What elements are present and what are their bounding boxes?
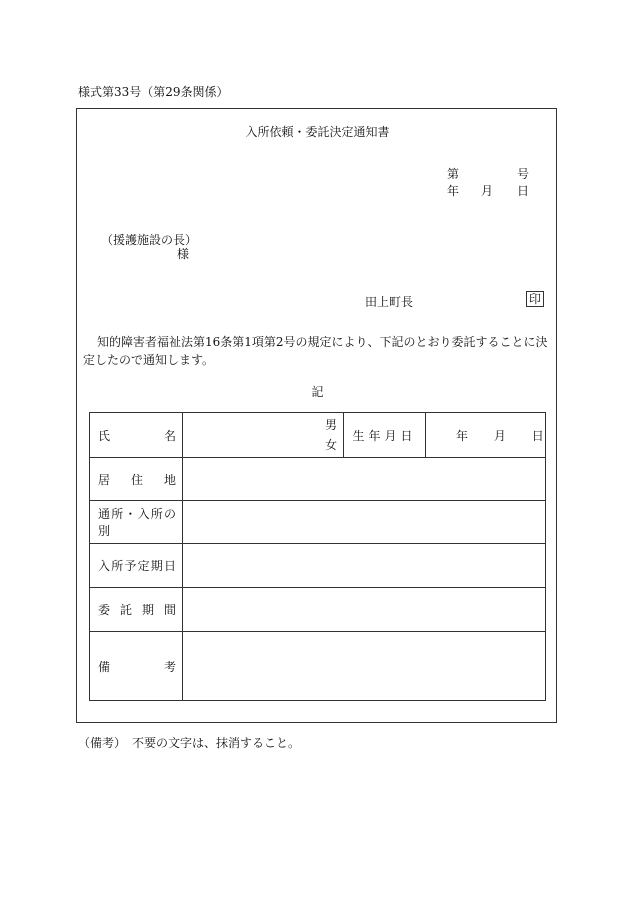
body-paragraph: 知的障害者福祉法第16条第1項第2号の規定により、下記のとおり委託することに決定したので通知します。 [83,335,548,367]
table-row [90,413,546,458]
row-label-attendance-type: 通所・入所の別 [90,501,183,544]
table-row [90,544,546,588]
row-value-attendance-type[interactable] [183,501,546,544]
name-label: 氏 名 [90,413,183,458]
sender-mayor: 田上町長 [365,295,414,309]
document-title: 入所依頼・委託決定通知書 [245,125,390,139]
dob-year: 年 [456,428,469,443]
date-month: 月 [481,184,494,198]
table-row [90,588,546,632]
date-day: 日 [517,184,530,198]
dob-month: 月 [493,428,506,443]
seal-stamp: 印 [526,291,544,307]
dob-day: 日 [531,428,544,443]
addressee: （援護施設の長） [101,233,198,247]
footnote: （備考） 不要の文字は、抹消すること。 [78,736,301,750]
table-row [90,501,546,544]
row-label-remarks: 備 考 [90,632,183,701]
row-label-residence: 居 住 地 [90,458,183,501]
table-row [90,632,546,701]
honorific: 様 [177,247,190,261]
row-value-consignment-period[interactable] [183,588,546,632]
form-number: 様式第33号（第29条関係） [78,85,229,99]
sex-cell [183,413,344,458]
row-value-admission-date[interactable] [183,544,546,588]
date-year: 年 [447,184,460,198]
form-frame [76,108,557,723]
row-value-residence[interactable] [183,458,546,501]
ref-number-suffix: 号 [517,167,530,181]
row-value-remarks[interactable] [183,632,546,701]
sex-female: 女 [324,438,337,452]
table-row [90,458,546,501]
sex-male: 男 [324,418,337,432]
ki-heading: 記 [311,385,324,399]
dob-value [426,413,546,458]
dob-label: 生年月日 [344,413,426,458]
ref-number-prefix: 第 [447,167,460,181]
details-table [89,412,546,701]
row-label-consignment-period: 委託期間 [90,588,183,632]
row-label-admission-date: 入所予定期日 [90,544,183,588]
